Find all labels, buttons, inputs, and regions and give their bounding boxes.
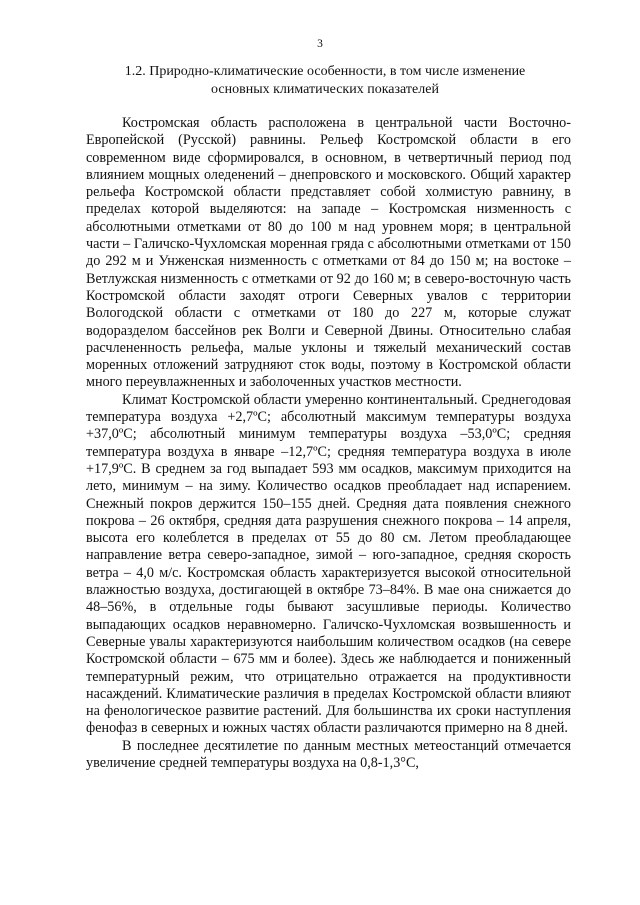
paragraph-relief: Костромская область расположена в центральной части Восточно-Европейской (Русской) равнины. Рельеф Костромской области в его современном виде сформировался, в основном, в четвертичный период под влиянием мощных оледенений – днепровского и московского. Общий характер рельефа Костромской области представляет собой холмистую равнину, в пределах которой выделяются: на западе – Костромская низменность с абсолютными отметками от 80 до 100 м над уровнем моря; в центральной части – Галичско-Чухломская моренная гряда с абсолютными отметками от 150 до 292 м и Унженская низменность с отметками от 84 до 150 м; на востоке – Ветлужская низменность с отметками от 92 до 160 м; в северо-восточную часть Костромской области заходят отроги Северных увалов с территории Вологодской области с отметками от 180 до 227 м, которые служат водоразделом бассейнов рек Волги и Северной Двины. Относительно слабая расчлененность рельефа, малые уклоны и тяжелый механический состав моренных отложений затрудняют сток воды, поэтому в Костромской области много переувлажненных и заболоченных участков местности.: [86, 115, 571, 391]
section-heading: [100, 63, 550, 99]
body-text: [86, 115, 571, 772]
section-heading-line-1: 1.2. Природно-климатические особенности, в том числе изменение: [124, 64, 526, 79]
page-number: 3: [317, 38, 323, 50]
paragraph-climate: Климат Костромской области умеренно континентальный. Среднегодовая температура воздуха +2,7ºС; абсолютный максимум температуры воздуха +37,0ºС; абсолютный минимум температуры воздуха –53,0ºС; средняя температура воздуха в январе –12,7ºС; средняя температура воздуха в июле +17,9ºС. В среднем за год выпадает 593 мм осадков, максимум приходится на лето, минимум – на зиму. Количество осадков преобладает над испарением. Снежный покров держится 150–155 дней. Средняя дата появления снежного покрова – 26 октября, средняя дата разрушения снежного покрова – 14 апреля, высота его колеблется в пределах от 55 до 80 см. Летом преобладающее направление ветра северо-западное, зимой – юго-западное, средняя скорость ветра – 4,0 м/с. Костромская область характеризуется высокой относительной влажностью воздуха, достигающей в октябре 73–84%. В мае она снижается до 48–56%, в отдельные годы бывают засушливые периоды. Количество выпадающих осадков неравномерно. Галичско-Чухломская возвышенность и Северные увалы характеризуются наибольшим количеством осадков (на севере Костромской области – 675 мм и более). Здесь же наблюдается и пониженный температурный режим, что отрицательно отражается на продуктивности насаждений. Климатические различия в пределах Костромской области влияют на фенологическое развитие растений. Для большинства их сроки наступления фенофаз в северных и южных частях области различаются примерно на 8 дней.: [86, 391, 571, 737]
section-heading-line-2: основных климатических показателей: [211, 82, 439, 97]
paragraph-climate-change: В последнее десятилетие по данным местных метеостанций отмечается увеличение средней температуры воздуха на 0,8-1,3°С,: [86, 737, 571, 771]
